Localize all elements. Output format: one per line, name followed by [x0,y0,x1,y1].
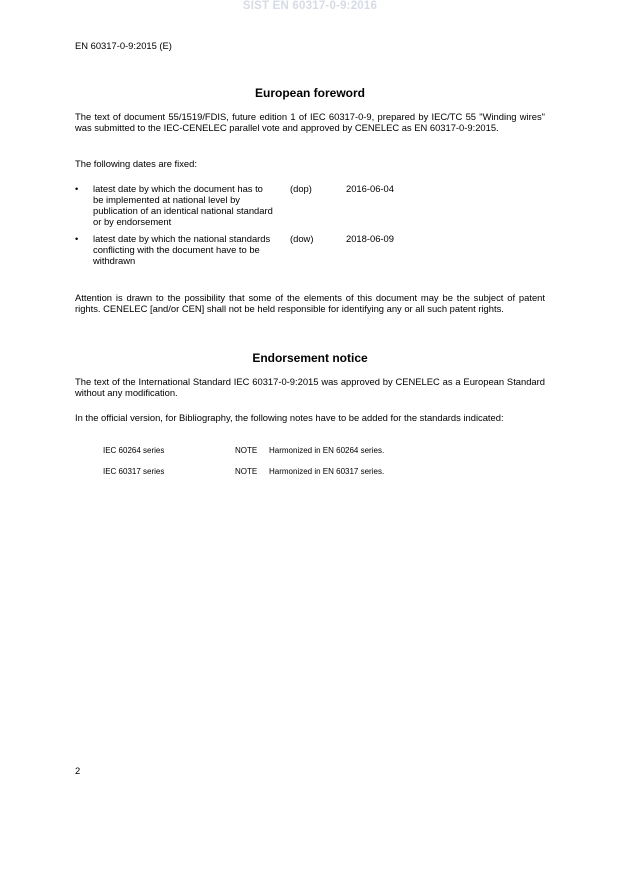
date-value: 2018-06-09 [346,233,394,244]
date-value: 2016-06-04 [346,183,394,194]
note-label: NOTE [235,446,258,455]
foreword-intro-paragraph: The text of document 55/1519/FDIS, future edition 1 of IEC 60317-0-9, prepared by IEC/TC 55 "Winding wires" was submitted to the IEC-CENELEC parallel vote and approved by CENELEC as EN 60317-0-9:2015. [75,111,545,134]
bibliography-intro-paragraph: In the official version, for Bibliography, the following notes have to be added for the standards indicated: [75,412,504,423]
date-code: (dop) [290,183,312,194]
date-code: (dow) [290,233,314,244]
endorsement-title: Endorsement notice [252,351,368,365]
note-text: Harmonized in EN 60317 series. [269,467,385,476]
document-id: EN 60317-0-9:2015 (E) [75,40,172,51]
patent-attention-paragraph: Attention is drawn to the possibility that some of the elements of this document may be the subject of patent rights. CENELEC [and/or CEN] shall not be held responsible for identifying any or all such patent rights. [75,292,545,315]
endorsement-paragraph: The text of the International Standard IEC 60317-0-9:2015 was approved by CENELEC as a European Standard without any modification. [75,376,545,399]
note-label: NOTE [235,467,258,476]
date-description: latest date by which the document has to be implemented at national level by publication of an identical national standard or by endorsement [93,183,273,228]
note-text: Harmonized in EN 60264 series. [269,446,385,455]
bullet-icon: • [75,233,79,244]
watermark: SIST EN 60317-0-9:2016 [242,0,378,12]
foreword-title: European foreword [254,86,365,100]
standard-reference: IEC 60264 series [103,446,165,455]
dates-intro-paragraph: The following dates are fixed: [75,158,197,169]
standard-reference: IEC 60317 series [103,467,165,476]
date-description: latest date by which the national standards conflicting with the document have to be withdrawn [93,233,271,267]
bullet-icon: • [75,183,79,194]
page-number: 2 [75,765,81,776]
